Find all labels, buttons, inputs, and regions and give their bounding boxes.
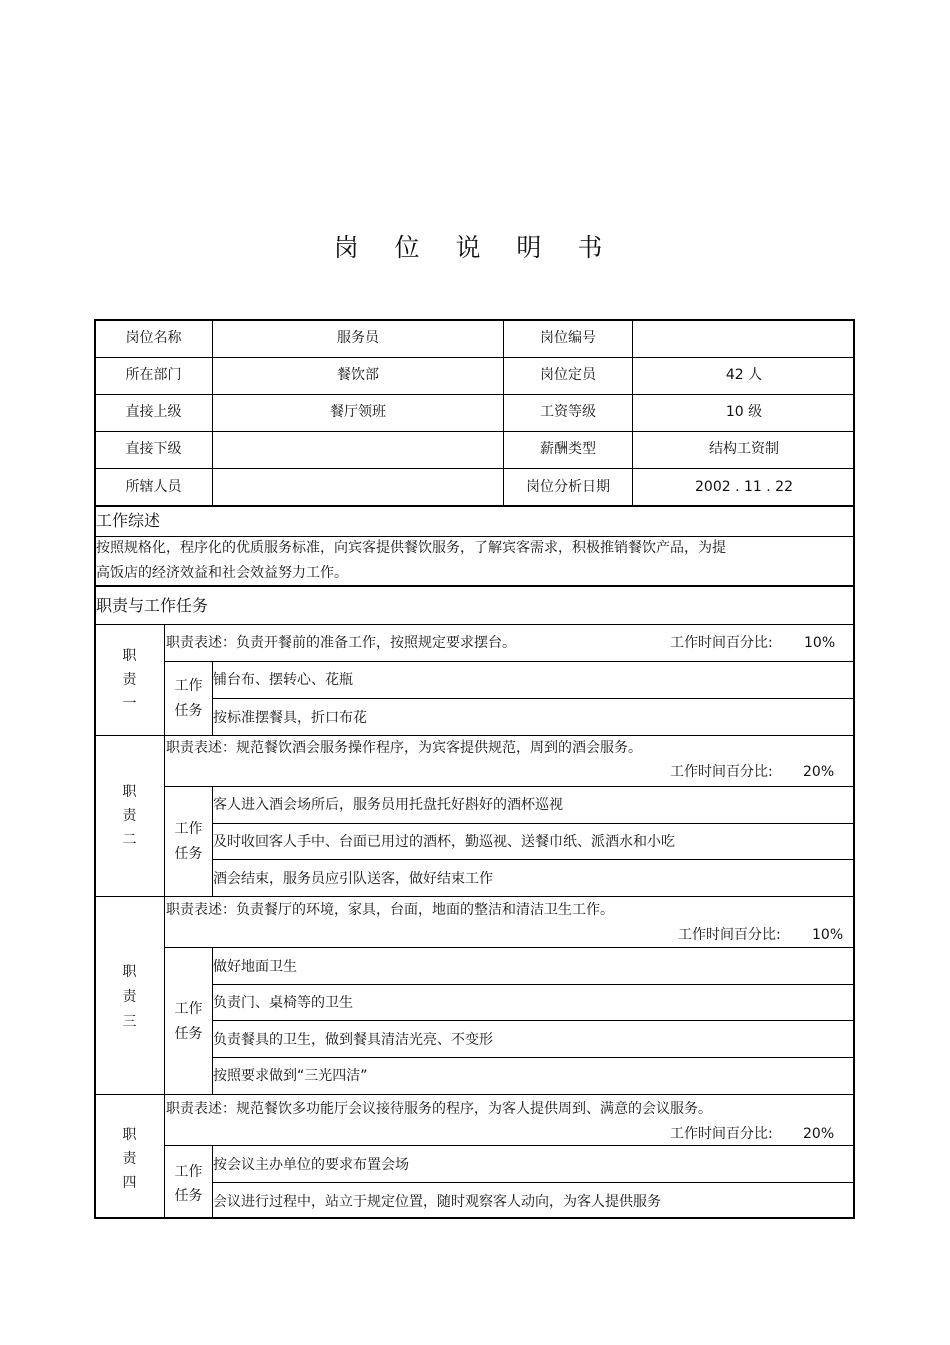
duty3-task-2: 负责门、桌椅等的卫生 bbox=[213, 995, 353, 1011]
duty2-task-1: 客人进入酒会场所后，服务员用托盘托好斟好的酒杯巡视 bbox=[213, 797, 563, 813]
duty1-time-pct: 10% bbox=[804, 635, 836, 651]
divider bbox=[95, 1094, 855, 1095]
duty2-label-3: 二 bbox=[122, 832, 137, 848]
duties-heading: 职责与工作任务 bbox=[96, 596, 209, 615]
duty1-task-label-2: 任务 bbox=[174, 703, 203, 719]
divider bbox=[213, 1182, 855, 1183]
duty2-desc: 职责表述：规范餐饮酒会服务操作程序，为宾客提供规范，周到的酒会服务。 bbox=[166, 740, 642, 756]
duty3-task-label-1: 工作 bbox=[174, 1001, 203, 1017]
duty2-label-1: 职 bbox=[122, 784, 137, 800]
duty3-time-pct: 10% bbox=[812, 927, 844, 943]
duty2-label-2: 责 bbox=[122, 808, 137, 824]
divider bbox=[95, 468, 855, 469]
duty4-desc: 职责表述：规范餐饮多功能厅会议接待服务的程序，为客人提供周到、满意的会议服务。 bbox=[166, 1101, 712, 1117]
duty1-label-2: 责 bbox=[122, 672, 137, 688]
divider bbox=[213, 698, 855, 699]
duty4-label-2: 责 bbox=[122, 1151, 137, 1167]
divider bbox=[95, 735, 855, 736]
duty1-desc: 职责表述：负责开餐前的准备工作，按照规定要求摆台。 bbox=[166, 635, 516, 651]
duty4-task-1: 按会议主办单位的要求布置会场 bbox=[213, 1157, 409, 1173]
divider bbox=[213, 859, 855, 860]
post-no-label: 岗位编号 bbox=[540, 330, 596, 346]
divider bbox=[165, 786, 855, 787]
divider bbox=[95, 505, 855, 507]
divider bbox=[95, 536, 855, 537]
duty3-label-3: 三 bbox=[122, 1014, 137, 1030]
subordinate-label: 直接下级 bbox=[125, 441, 182, 457]
duty4-time-label: 工作时间百分比: bbox=[670, 1126, 773, 1142]
analysis-date-value: 2002 . 11 . 22 bbox=[695, 479, 793, 495]
duty3-task-1: 做好地面卫生 bbox=[213, 959, 297, 975]
divider bbox=[95, 357, 855, 358]
divider bbox=[95, 624, 855, 625]
duty1-label-3: 一 bbox=[122, 696, 137, 712]
duty1-task-2: 按标准摆餐具，折口布花 bbox=[213, 710, 367, 726]
duty2-task-3: 酒会结束，服务员应引队送客，做好结束工作 bbox=[213, 871, 493, 887]
quota-value: 42 人 bbox=[725, 367, 763, 383]
divider bbox=[213, 823, 855, 824]
summary-text-line2: 高饭店的经济效益和社会效益努力工作。 bbox=[96, 565, 348, 581]
divider bbox=[165, 661, 855, 662]
duty4-task-2: 会议进行过程中，站立于规定位置，随时观察客人动向，为客人提供服务 bbox=[213, 1194, 661, 1210]
duty3-label-2: 责 bbox=[122, 989, 137, 1005]
divider bbox=[165, 1145, 855, 1146]
divider bbox=[213, 1020, 855, 1021]
post-name-label: 岗位名称 bbox=[125, 330, 182, 346]
dept-value: 餐饮部 bbox=[337, 367, 379, 383]
duty4-label-1: 职 bbox=[122, 1127, 137, 1143]
duty3-label-1: 职 bbox=[122, 964, 137, 980]
duty4-time-pct: 20% bbox=[803, 1126, 835, 1142]
grade-value: 10 级 bbox=[725, 404, 763, 420]
pay-type-value: 结构工资制 bbox=[709, 441, 779, 457]
duty2-task-label-1: 工作 bbox=[174, 821, 203, 837]
duty4-task-label-2: 任务 bbox=[174, 1188, 203, 1204]
duty3-time-label: 工作时间百分比: bbox=[678, 927, 781, 943]
duty2-time-label: 工作时间百分比: bbox=[670, 764, 773, 780]
duty3-task-4: 按照要求做到“三光四洁” bbox=[213, 1068, 368, 1084]
grade-label: 工资等级 bbox=[540, 404, 596, 420]
divider bbox=[95, 896, 855, 897]
summary-heading: 工作综述 bbox=[96, 511, 161, 530]
superior-label: 直接上级 bbox=[125, 404, 182, 420]
divider bbox=[95, 431, 855, 432]
document-title: 岗 位 说 明 书 bbox=[333, 233, 617, 262]
post-name-value: 服务员 bbox=[337, 330, 379, 346]
duty1-time-label: 工作时间百分比: bbox=[670, 635, 773, 651]
duty4-task-label-1: 工作 bbox=[174, 1164, 203, 1180]
duty1-label-1: 职 bbox=[122, 648, 137, 664]
duty3-task-label-2: 任务 bbox=[174, 1026, 203, 1042]
duty1-task-1: 铺台布、摆转心、花瓶 bbox=[213, 672, 353, 688]
pay-type-label: 薪酬类型 bbox=[540, 441, 596, 457]
duty1-task-label-1: 工作 bbox=[174, 678, 203, 694]
staff-label: 所辖人员 bbox=[125, 479, 182, 495]
duty3-desc: 职责表述：负责餐厅的环境，家具，台面，地面的整洁和清洁卫生工作。 bbox=[166, 902, 614, 918]
duty2-time-pct: 20% bbox=[803, 764, 835, 780]
divider bbox=[95, 585, 855, 587]
divider bbox=[95, 394, 855, 395]
duty2-task-label-2: 任务 bbox=[174, 846, 203, 862]
divider bbox=[165, 947, 855, 948]
duty4-label-3: 四 bbox=[122, 1175, 137, 1191]
divider bbox=[213, 1057, 855, 1058]
analysis-date-label: 岗位分析日期 bbox=[526, 479, 610, 495]
duty2-task-2: 及时收回客人手中、台面已用过的酒杯，勤巡视、送餐巾纸、派酒水和小吃 bbox=[213, 834, 675, 850]
dept-label: 所在部门 bbox=[125, 367, 182, 383]
quota-label: 岗位定员 bbox=[540, 367, 596, 383]
summary-text-line1: 按照规格化，程序化的优质服务标准，向宾客提供餐饮服务，了解宾客需求，积极推销餐饮产品，为提 bbox=[96, 540, 726, 556]
superior-value: 餐厅领班 bbox=[330, 404, 386, 420]
divider bbox=[213, 984, 855, 985]
duty3-task-3: 负责餐具的卫生，做到餐具清洁光亮、不变形 bbox=[213, 1032, 493, 1048]
